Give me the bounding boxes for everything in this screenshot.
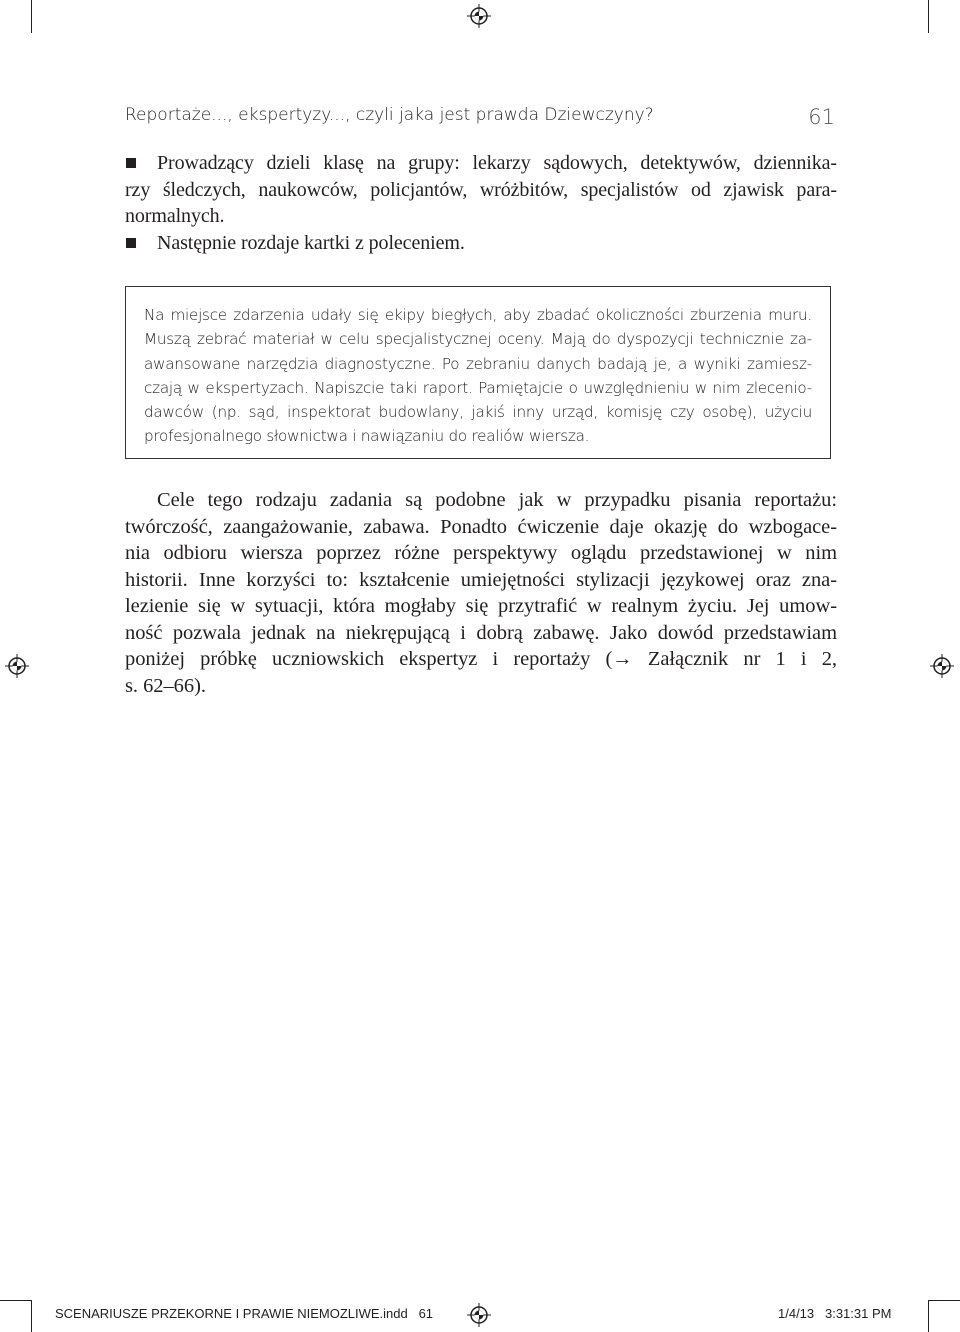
task-line: Muszą zebrać materiał w celu specjalistycznej oceny. Mają do dyspozycji technicznie za- [144, 330, 812, 349]
task-line: czają w ekspertyzach. Napiszcie taki raport. Pamiętajcie o uwzględnieniu w nim zlecenio- [144, 378, 812, 397]
task-line: profesjonalnego słownictwa i nawiązaniu do realiów wiersza. [144, 427, 590, 446]
registration-mark-bottom-icon [467, 1303, 491, 1327]
paragraph-line: Cele tego rodzaju zadania są podobne jak w przypadku pisania reportażu: [157, 489, 837, 511]
paragraph-line: lezienie się w sytuacji, która mogłaby się przytrafić w realnym życiu. Jej umow- [125, 595, 837, 617]
bullet-list [125, 150, 837, 256]
bullet-line: Prowadzący dzieli klasę na grupy: lekarzy sądowych, detektywów, dziennika- [157, 152, 837, 174]
task-line: Na miejsce zdarzenia udały się ekipy biegłych, aby zbadać okoliczności zburzenia muru. [144, 306, 812, 324]
crop-mark-bottom-left-v [31, 1300, 32, 1332]
crop-mark-bottom-right-h [928, 1300, 960, 1301]
paragraph-line: historii. Inne korzyści to: kształcenie umiejętności stylizacji językowej oraz zna- [125, 568, 837, 591]
registration-mark-left-icon [5, 654, 29, 678]
crop-mark-bottom-right-v [928, 1300, 929, 1332]
running-head-title: Reportaże..., ekspertyzy..., czyli jaka jest prawda Dziewczyny? [125, 105, 654, 125]
page-number: 61 [808, 105, 835, 129]
bullet-line: normalnych. [125, 205, 225, 227]
paragraph-line: nia odbioru wiersza poprzez różne perspektywy oglądu przedstawionej w nim [125, 542, 837, 564]
bullet-line: rzy śledczych, naukowców, policjantów, wróżbitów, specjalistów od zjawisk para- [125, 178, 837, 201]
task-line: awansowane narzędzia diagnostyczne. Po zebraniu danych badają je, a wyniki zamiesz- [144, 354, 812, 373]
paragraph-line: ność pozwala jednak na niekrępującą i dobrą zabawę. Jako dowód przedstawiam [125, 621, 837, 644]
paragraph-line: poniżej próbkę uczniowskich ekspertyz i reportaży (→ Załącznik nr 1 i 2, [125, 648, 837, 670]
crop-mark-top-left-v [31, 0, 32, 33]
task-line: dawców (np. sąd, inspektorat budowlany, jakiś inny urząd, komisję czy osobę), użyciu [144, 403, 812, 422]
square-bullet-icon [126, 158, 136, 168]
crop-mark-bottom-left-h [0, 1300, 32, 1301]
paragraph-line: s. 62–66). [125, 674, 206, 697]
running-head [125, 101, 835, 131]
crop-mark-top-right-v [928, 0, 929, 33]
bullet-item [125, 230, 837, 257]
main-paragraph [125, 487, 837, 699]
slug-date: 1/4/13 3:31:31 PM [778, 1306, 892, 1321]
slug-filename: SCENARIUSZE PRZEKORNE I PRAWIE NIEMOZLIWE.indd 61 [55, 1306, 434, 1321]
square-bullet-icon [126, 238, 136, 248]
task-text [144, 303, 812, 449]
registration-mark-top-icon [467, 4, 491, 28]
paragraph-line: twórczość, zaangażowanie, zabawa. Ponadto ćwiczenie daje okazję do wzbogace- [125, 515, 837, 538]
bullet-item [125, 150, 837, 230]
task-box [125, 286, 831, 459]
bullet-line: Następnie rozdaje kartki z poleceniem. [157, 231, 465, 254]
registration-mark-right-icon [930, 654, 954, 678]
